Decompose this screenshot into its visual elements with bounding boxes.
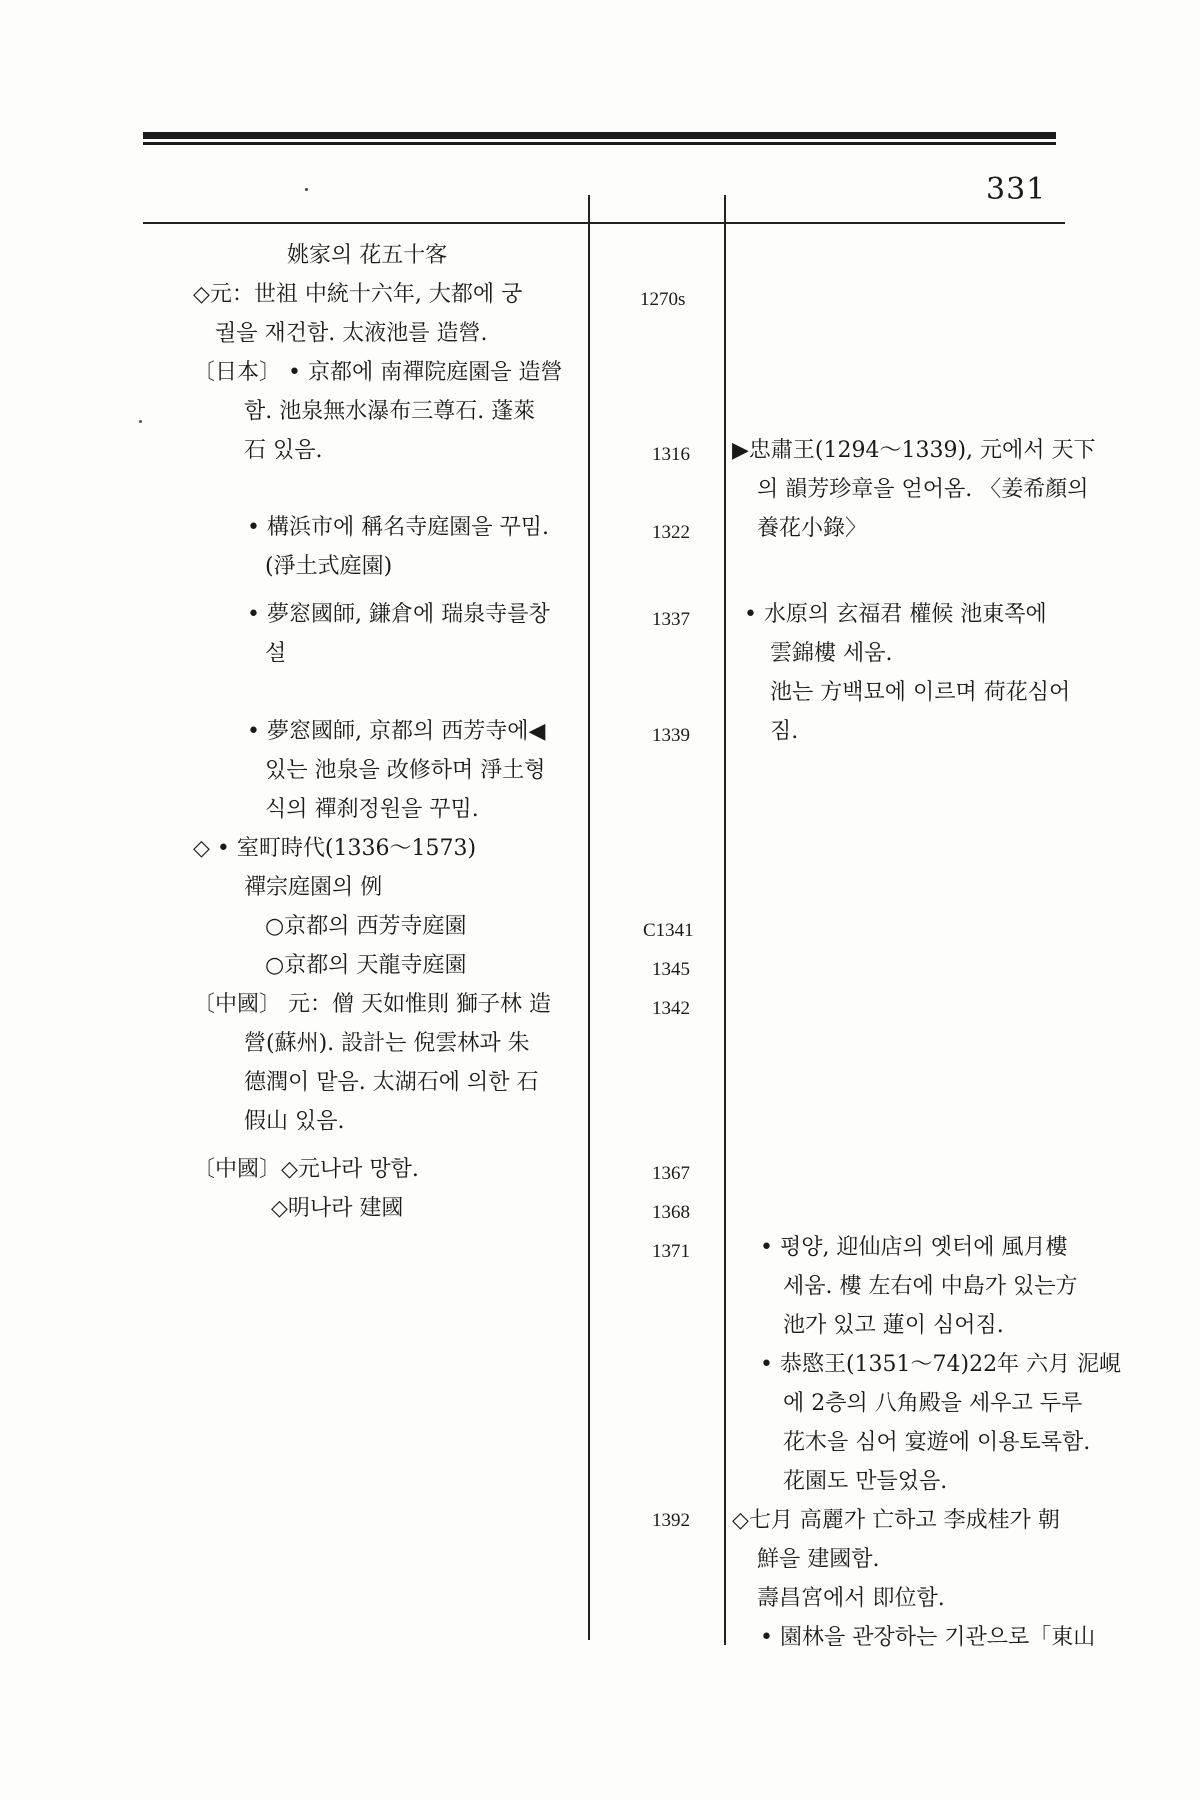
left-line: ◇明나라 建國: [271, 1196, 404, 1221]
year-label: 1371: [652, 1241, 690, 1262]
top-rule-thin: [143, 142, 1056, 145]
left-line: 〔中國〕◇元나라 망함.: [193, 1157, 419, 1182]
right-line: 鮮을 建國함.: [757, 1547, 880, 1572]
right-line: • 恭愍王(1351～74)22年 六月 泥峴: [760, 1352, 1122, 1377]
year-label: 1392: [652, 1510, 690, 1531]
year-label: C1341: [643, 920, 694, 941]
year-label: 1337: [652, 609, 690, 630]
left-line: (淨土式庭園): [265, 554, 393, 579]
year-label: 1270s: [640, 289, 686, 310]
left-line: ◇元：世祖 中統十六年, 大都에 궁: [193, 282, 523, 307]
left-line: • 夢窓國師, 鎌倉에 瑞泉寺를창: [247, 602, 550, 627]
page-number: 331: [986, 172, 1047, 207]
left-line: ○京都의 西芳寺庭園: [265, 914, 467, 939]
speck: [305, 188, 308, 191]
right-line: 壽昌宮에서 即位함.: [757, 1586, 945, 1611]
left-line: 설: [265, 641, 287, 666]
left-line: ◇ • 室町時代(1336～1573): [193, 836, 477, 861]
year-label: 1368: [652, 1202, 690, 1223]
year-label: 1367: [652, 1163, 690, 1184]
right-line: 池가 있고 蓮이 심어짐.: [783, 1313, 1004, 1338]
right-line: 짐.: [770, 719, 799, 744]
right-line: 세움. 樓 左右에 中島가 있는方: [783, 1274, 1078, 1299]
left-line: 禪宗庭園의 例: [244, 875, 383, 900]
left-line: • 構浜市에 稱名寺庭園을 꾸밈.: [247, 515, 549, 540]
column-divider-right: [724, 195, 726, 1645]
speck: [139, 420, 142, 423]
left-line: 德潤이 맡음. 太湖石에 의한 石: [244, 1070, 539, 1095]
header-rule: [143, 222, 1065, 224]
left-line: 假山 있음.: [244, 1109, 345, 1134]
right-line: 養花小錄〉: [757, 516, 868, 541]
right-line: ▶忠肅王(1294～1339), 元에서 天下: [732, 438, 1096, 463]
left-line: 石 있음.: [244, 438, 323, 463]
column-divider-left: [588, 195, 590, 1640]
left-line: ○京都의 天龍寺庭園: [265, 953, 467, 978]
top-rule-thick: [143, 132, 1056, 139]
right-line: ◇七月 高麗가 亡하고 李成桂가 朝: [732, 1508, 1060, 1533]
left-line: 함. 池泉無水瀑布三尊石. 蓬萊: [244, 399, 536, 424]
left-line: 營(蘇州). 設計는 倪雲林과 朱: [244, 1031, 530, 1056]
year-label: 1322: [652, 522, 690, 543]
right-line: 花木을 심어 宴遊에 이용토록함.: [783, 1430, 1091, 1455]
year-label: 1316: [652, 444, 690, 465]
left-line: 姚家의 花五十客: [287, 243, 448, 268]
left-line: 궐을 재건함. 太液池를 造營.: [215, 321, 488, 346]
left-line: 〔中國〕 元：僧 天如惟則 獅子林 造: [193, 992, 551, 1017]
right-line: 에 2층의 八角殿을 세우고 두루: [783, 1391, 1083, 1416]
right-line: • 園林을 관장하는 기관으로「東山: [760, 1625, 1096, 1650]
right-line: 池는 方백묘에 이르며 荷花심어: [770, 680, 1071, 705]
year-label: 1345: [652, 959, 690, 980]
right-line: 의 韻芳珍章을 얻어옴. 〈姜希顏의: [757, 477, 1089, 502]
left-line: 있는 池泉을 改修하며 淨土형: [265, 758, 546, 783]
right-line: • 평양, 迎仙店의 옛터에 風月樓: [760, 1235, 1068, 1260]
right-line: • 水原의 玄福君 權候 池東쪽에: [744, 602, 1047, 627]
left-line: • 夢窓國師, 京都의 西芳寺에◀: [247, 719, 546, 744]
left-line: 〔日本〕 • 京都에 南禪院庭園을 造營: [193, 360, 563, 385]
year-label: 1342: [652, 998, 690, 1019]
year-label: 1339: [652, 725, 690, 746]
left-line: 식의 禪刹정원을 꾸밈.: [265, 797, 479, 822]
right-line: 雲錦樓 세움.: [770, 641, 893, 666]
right-line: 花園도 만들었음.: [783, 1469, 948, 1494]
